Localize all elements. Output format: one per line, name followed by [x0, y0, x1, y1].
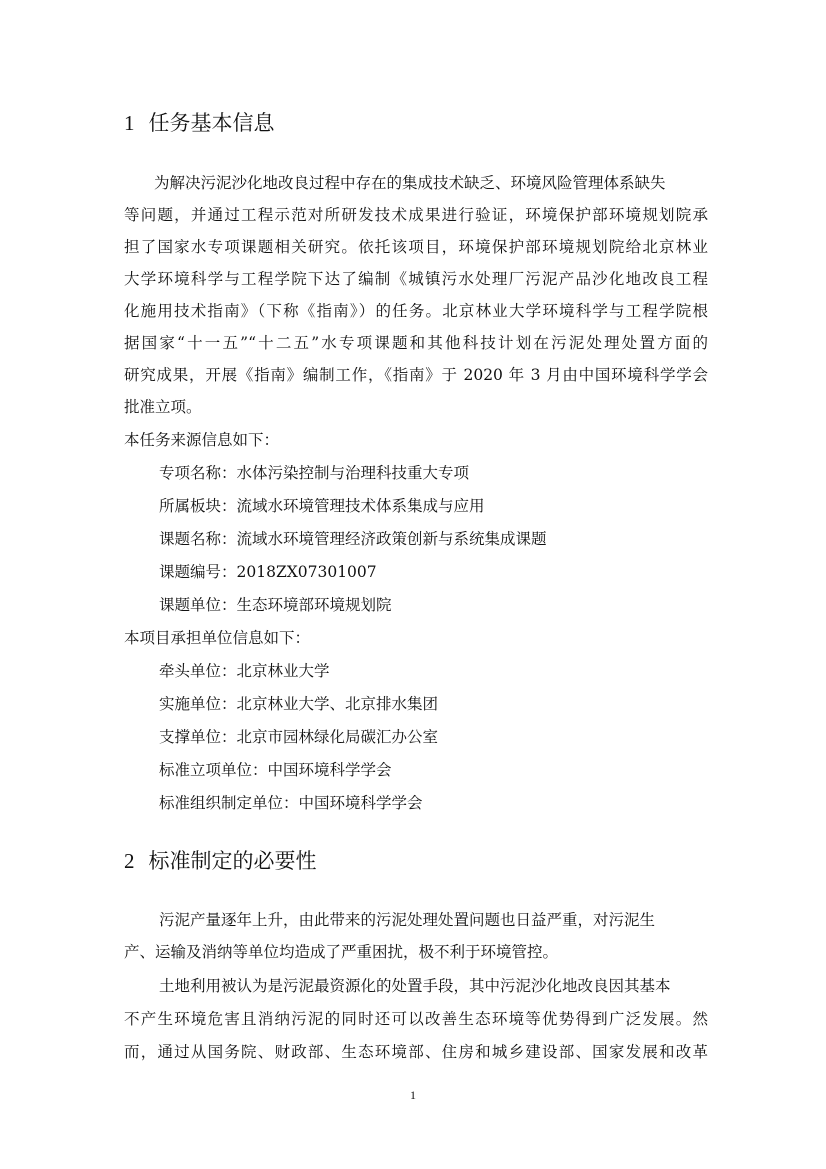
- s1-para-line-8: 批准立项。: [124, 398, 202, 416]
- unit-item-support: 支撑单位：北京市园林绿化局碳汇办公室: [159, 728, 439, 746]
- source-item-topic-unit: 课题单位：生态环境部环境规划院: [159, 596, 392, 614]
- unit-item-implementation: 实施单位：北京林业大学、北京排水集团: [159, 695, 439, 713]
- unit-item-lead: 牵头单位：北京林业大学: [159, 662, 330, 680]
- s1-para-line-2: 等问题，并通过工程示范对所研发技术成果进行验证，环境保护部环境规划院承: [124, 206, 708, 224]
- section-1-heading: [124, 109, 275, 137]
- s2-para2-line-2: 不产生环境危害且消纳污泥的同时还可以改善生态环境等优势得到广泛发展。然: [124, 1010, 708, 1028]
- section-1-number: 1: [124, 111, 135, 135]
- s2-para1-line-1: 污泥产量逐年上升，由此带来的污泥处理处置问题也日益严重，对污泥生: [159, 911, 656, 929]
- section-2-title: 标准制定的必要性: [148, 849, 317, 873]
- source-item-sector: 所属板块：流域水环境管理技术体系集成与应用: [159, 497, 485, 515]
- s1-para-line-7: 研究成果，开展《指南》编制工作，《指南》于 2020 年 3 月由中国环境科学学会: [124, 366, 708, 384]
- s2-para2-line-3: 而，通过从国务院、财政部、生态环境部、住房和城乡建设部、国家发展和改革: [124, 1043, 708, 1061]
- source-intro: 本任务来源信息如下：: [124, 431, 280, 449]
- unit-item-standard-approval: 标准立项单位：中国环境科学学会: [159, 761, 392, 779]
- section-2-heading: [124, 847, 317, 875]
- s1-para-line-1: 为解决污泥沙化地改良过程中存在的集成技术缺乏、环境风险管理体系缺失: [154, 174, 666, 192]
- s1-para-line-4: 大学环境科学与工程学院下达了编制《城镇污水处理厂污泥产品沙化地改良工程: [124, 270, 708, 288]
- source-item-special-project: 专项名称：水体污染控制与治理科技重大专项: [159, 464, 470, 482]
- unit-intro: 本项目承担单位信息如下：: [124, 629, 311, 647]
- source-item-topic-number: 课题编号：2018ZX07301007: [159, 563, 377, 581]
- s1-para-line-3: 担了国家水专项课题相关研究。依托该项目，环境保护部环境规划院给北京林业: [124, 238, 708, 256]
- section-2-number: 2: [124, 849, 135, 873]
- section-1-title: 任务基本信息: [148, 111, 275, 135]
- s1-para-line-5: 化施用技术指南》（下称《指南》）的任务。北京林业大学环境科学与工程学院根: [124, 302, 708, 320]
- source-item-topic-name: 课题名称：流域水环境管理经济政策创新与系统集成课题: [159, 530, 547, 548]
- s1-para-line-6: 据国家“十一五”“十二五”水专项课题和其他科技计划在污泥处理处置方面的: [124, 334, 708, 352]
- page-number: 1: [410, 1088, 416, 1102]
- unit-item-standard-organization: 标准组织制定单位：中国环境科学学会: [159, 794, 423, 812]
- s2-para2-line-1: 土地利用被认为是污泥最资源化的处置手段，其中污泥沙化地改良因其基本: [159, 977, 671, 995]
- s2-para1-line-2: 产、运输及消纳等单位均造成了严重困扰，极不利于环境管控。: [124, 943, 559, 961]
